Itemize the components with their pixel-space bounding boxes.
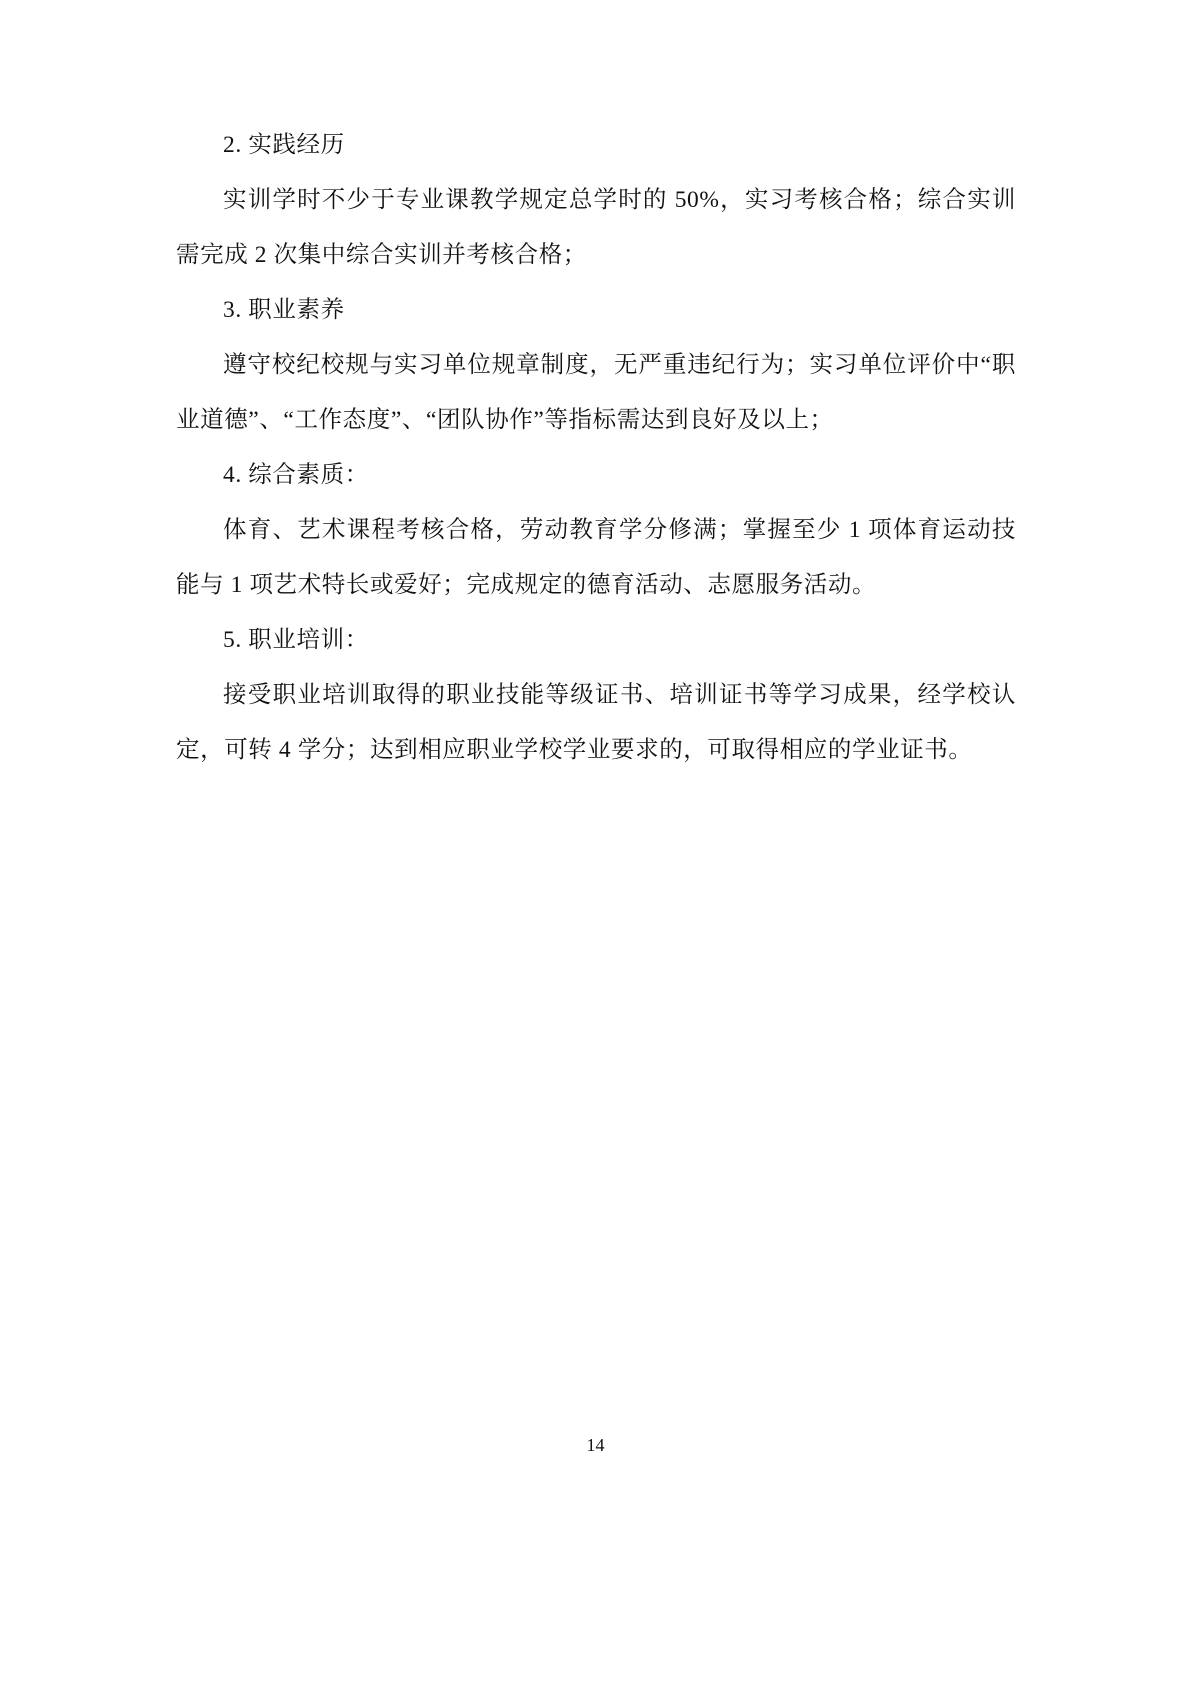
document-body [176,118,1016,778]
section-heading-2: 2. 实践经历 [223,132,345,158]
section-body-2: 实训学时不少于专业课教学规定总学时的 50%，实习考核合格；综合实训需完成 2 次集中综合实训并考核合格； [176,187,1016,268]
section-body-4: 体育、艺术课程考核合格，劳动教育学分修满；掌握至少 1 项体育运动技能与 1 项艺术特长或爱好；完成规定的德育活动、志愿服务活动。 [176,517,1016,598]
section-body-3: 遵守校纪校规与实习单位规章制度，无严重违纪行为；实习单位评价中“职业道德”、“工作态度”、“团队协作”等指标需达到良好及以上； [176,352,1016,433]
section-heading-3: 3. 职业素养 [223,297,345,323]
section-heading-4: 4. 综合素质： [223,462,369,488]
section-body-5: 接受职业培训取得的职业技能等级证书、培训证书等学习成果，经学校认定，可转 4 学分；达到相应职业学校学业要求的，可取得相应的学业证书。 [176,682,1016,763]
page-number: 14 [586,1435,605,1455]
section-heading-5: 5. 职业培训： [223,627,369,653]
